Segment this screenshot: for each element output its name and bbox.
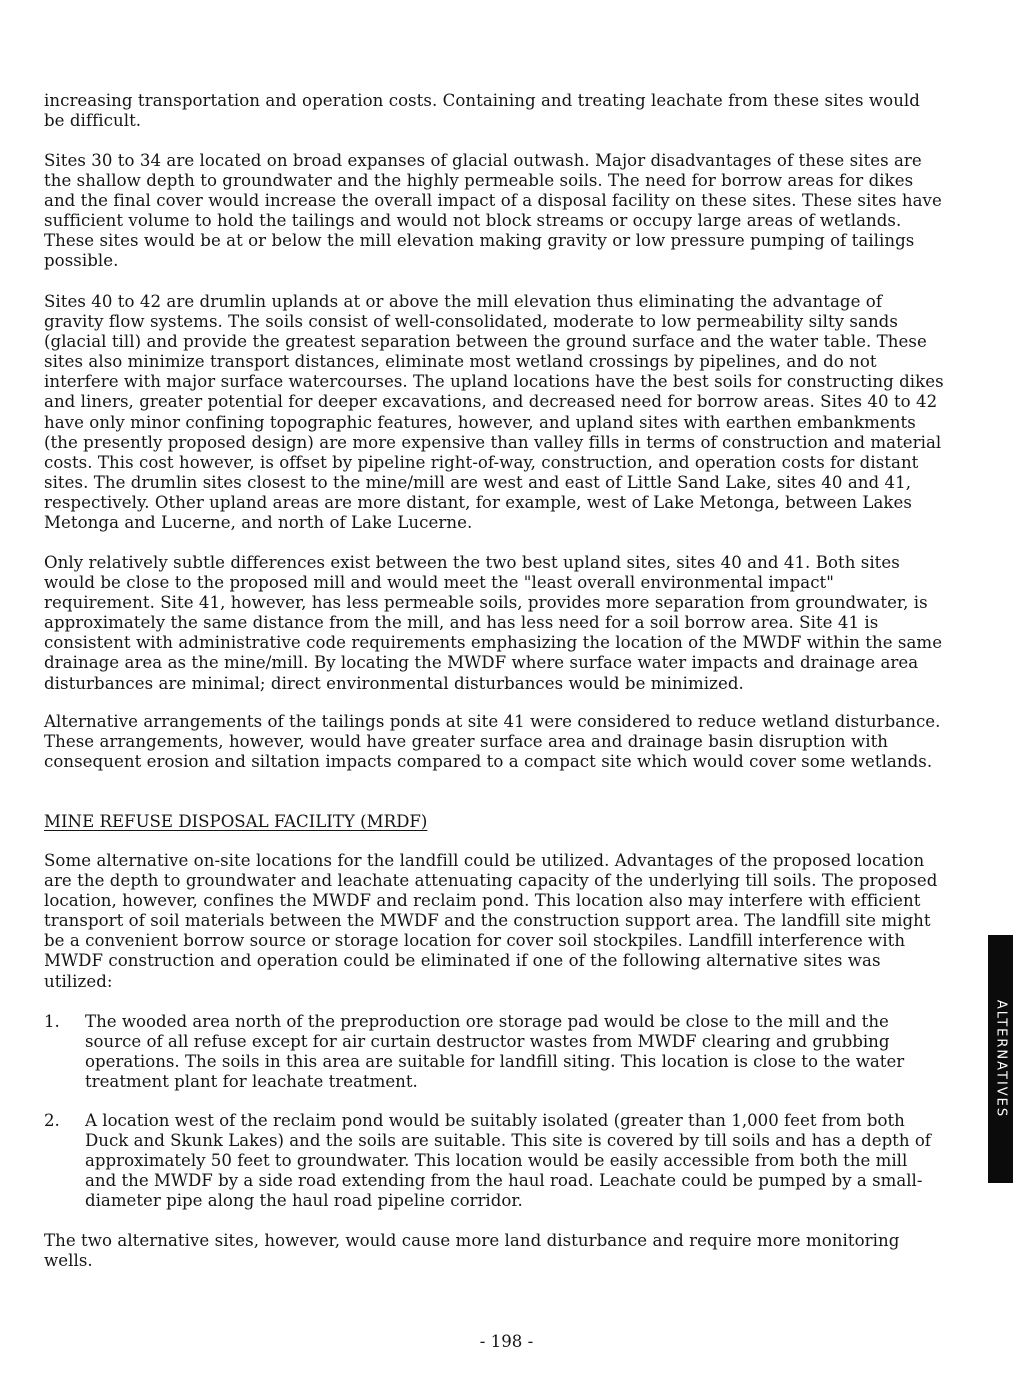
list-item-text: The wooded area north of the preproduction ore storage pad would be close to the mill and the source of all refuse except for air curtain destructor wastes from MWDF clearing and grubbing operations. The soils in this area are suitable for landfill siting. This location is close to the water treatment plant for leachate treatment. xyxy=(85,1012,905,1092)
paragraph-landfill-locations: Some alternative on-site locations for the landfill could be utilized. Advantages of the proposed location are the depth to groundwater and leachate attenuating capacity of the underlying till soils. The proposed location, however, confines the MWDF and reclaim pond. This location also may interfere with efficient transport of soil materials between the MWDF and the construction support area. The landfill site might be a convenient borrow source or storage location for cover soil stockpiles. Landfill interference with MWDF construction and operation could be eliminated if one of the following alternative sites was utilized: xyxy=(44,851,938,991)
section-heading-mrdf: MINE REFUSE DISPOSAL FACILITY (MRDF) xyxy=(44,812,428,831)
paragraph-alternative-arrangements: Alternative arrangements of the tailings ponds at site 41 were considered to reduce wetland disturbance. These arrangements, however, would have greater surface area and drainage basin disruption with consequent erosion and siltation impacts compared to a compact site which would cover some wetlands. xyxy=(44,712,941,772)
paragraph-transport-costs: increasing transportation and operation costs. Containing and treating leachate from these sites would be difficult. xyxy=(44,91,920,131)
paragraph-upland-sites: Only relatively subtle differences exist between the two best upland sites, sites 40 and 41. Both sites would be close to the proposed mill and would meet the "least overall environmental impact" requirement. Site 41, however, has less permeable soils, provides more separation from groundwater, is approximately the same distance from the mill, and has less need for a soil borrow area. Site 41 is consistent with administrative code requirements emphasizing the location of the MWDF within the same drainage area as the mine/mill. By locating the MWDF where surface water impacts and drainage area disturbances are minimal; direct environmental disturbances would be minimized. xyxy=(44,553,943,693)
paragraph-sites-40-42: Sites 40 to 42 are drumlin uplands at or above the mill elevation thus eliminating the advantage of gravity flow systems. The soils consist of well-consolidated, moderate to low permeability silty sands (glacial till) and provide the greatest separation between the ground surface and the water table. These sites also minimize transport distances, eliminate most wetland crossings by pipelines, and do not interfere with major surface watercourses. The upland locations have the best soils for constructing dikes and liners, greater potential for deeper excavations, and decreased need for borrow areas. Sites 40 to 42 have only minor confining topographic features, however, and upland sites with earthen embankments (the presently proposed design) are more expensive than valley fills in terms of construction and material costs. This cost however, is offset by pipeline right-of-way, construction, and operation costs for distant sites. The drumlin sites closest to the mine/mill are west and east of Little Sand Lake, sites 40 and 41, respectively. Other upland areas are more distant, for example, west of Lake Metonga, between Lakes Metonga and Lucerne, and north of Lake Lucerne. xyxy=(44,292,944,533)
side-tab-label: ALTERNATIVES xyxy=(993,999,1008,1119)
list-item-number: 2. xyxy=(44,1111,60,1130)
paragraph-conclusion: The two alternative sites, however, would cause more land disturbance and require more monitoring wells. xyxy=(44,1231,900,1271)
paragraph-sites-30-34: Sites 30 to 34 are located on broad expanses of glacial outwash. Major disadvantages of these sites are the shallow depth to groundwater and the highly permeable soils. The need for borrow areas for dikes and the final cover would increase the overall impact of a disposal facility on these sites. These sites have sufficient volume to hold the tailings and would not block streams or occupy large areas of wetlands. These sites would be at or below the mill elevation making gravity or low pressure pumping of tailings possible. xyxy=(44,151,942,271)
list-item-text: A location west of the reclaim pond would be suitably isolated (greater than 1,000 feet from both Duck and Skunk Lakes) and the soils are suitable. This site is covered by till soils and has a depth of approximately 50 feet to groundwater. This location would be easily accessible from both the mill and the MWDF by a side road extending from the haul road. Leachate could be pumped by a small-diameter pipe along the haul road pipeline corridor. xyxy=(85,1111,931,1211)
section-side-tab xyxy=(988,935,1013,1183)
list-item-number: 1. xyxy=(44,1012,60,1031)
page-number: - 198 - xyxy=(479,1332,534,1351)
